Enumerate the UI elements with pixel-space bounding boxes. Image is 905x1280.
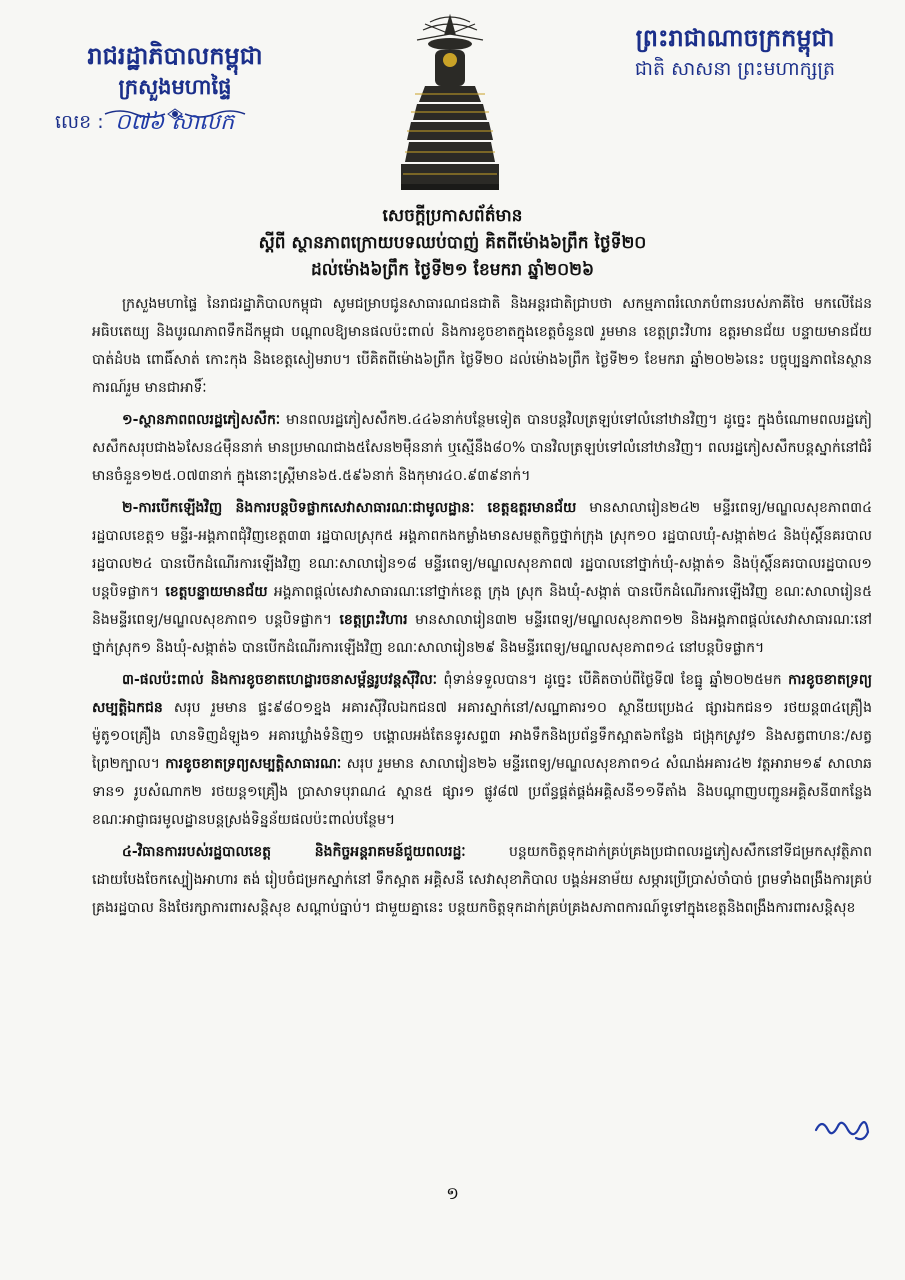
section-2-text-1: មានសាលារៀន២៤២ មន្ទីរពេទ្យ/មណ្ឌលសុខភាព៣៤ រដ្ឋបាលខេត្ត១ មន្ទីរ-អង្គភាពជុំវិញខេត្ត៣៣ រដ្ឋបាលស្រុក៥ អង្គភាពកងកម្លាំងមានសមត្ថកិច្ចថ្នាក់ក្រុង ស្រុក១០ រដ្ឋបាលឃុំ-សង្កាត់២៤ និងប៉ុស្តិ៍នគរបាលរដ្ឋបាល២៤ បានបើកដំណើរការឡើងវិញ ខណៈសាលារៀន១៨ មន្ទីរពេទ្យ/មណ្ឌលសុខភាព៧ រដ្ឋបាលនៅថ្នាក់ឃុំ-សង្កាត់១ និងប៉ុស្តិ៍នគរបាលរដ្ឋបាល១ បន្តបិទផ្លាក។ [92,500,872,600]
section-3-heading: ៣-ផលប៉ះពាល់ និងការខូចខាតហេដ្ឋារចនាសម្ព័ន្ធរូបវន្តស៊ីវិលៈ [122,672,438,688]
section-1-heading: ១-ស្ថានភាពពលរដ្ឋភៀសសឹកៈ [122,412,281,428]
section-3-private-heading: ការខូចខាតទ្រព្យសម្បត្តិឯកជន [92,672,872,716]
document-title [100,203,805,284]
title-line-1: សេចក្តីប្រកាសព័ត៌មាន [382,206,523,226]
section-2-heading: ២-ការបើកឡើងវិញ និងការបន្តបិទផ្លាកសេវាសាធារណៈជាមូលដ្ឋានៈ [122,500,475,516]
section-2-text-2: អង្គភាពផ្តល់សេវាសាធារណៈនៅថ្នាក់ខេត្ត ក្រុង ស្រុក និងឃុំ-សង្កាត់ បានបើកដំណើរការឡើងវិញ ខណៈសាលារៀន៥ និងមន្ទីរពេទ្យ/មណ្ឌលសុខភាព១ បន្តបិទផ្លាក។ [92,584,872,628]
intro-paragraph: ក្រសួងមហាផ្ទៃ នៃរាជរដ្ឋាភិបាលកម្ពុជា សូមជម្រាបជូនសាធារណជនជាតិ និងអន្តរជាតិជ្រាបថា សកម្មភាពរំលោភបំពានរបស់ភាគីថៃ មកលើដែនអធិបតេយ្យ និងបូរណភាពទឹកដីកម្ពុជា បណ្តាលឱ្យមានផលប៉ះពាល់ និងការខូចខាតក្នុងខេត្តចំនួន៧ រួមមាន ខេត្តព្រះវិហារ ឧត្តរមានជ័យ បន្ទាយមានជ័យ បាត់ដំបង ពោធិ៍សាត់ កោះកុង និងខេត្តសៀមរាប។ បើគិតពីម៉ោង៦ព្រឹក ថ្ងៃទី២០ ដល់ម៉ោង៦ព្រឹក ថ្ងៃទី២១ ខែមករា ឆ្នាំ២០២៦នេះ បច្ចុប្បន្នភាពនៃស្ថានការណ៍រួម មានជាអាទិ៍ៈ [92,296,872,396]
title-line-3: ដល់ម៉ោង៦ព្រឹក ថ្ងៃទី២១ ខែមករា ឆ្នាំ២០២៦ [310,260,595,280]
section-4-paragraph [92,838,872,922]
section-3-text-a: ពុំទាន់ទទួលបាន។ ដូច្នេះ បើគិតចាប់ពីថ្ងៃទី៧ ខែធ្នូ ឆ្នាំ២០២៥មក [437,672,789,688]
government-name: រាជរដ្ឋាភិបាលកម្ពុជា [87,42,263,70]
section-2-paragraph [92,494,872,662]
section-2-province-3: ខេត្តព្រះវិហារ [339,612,408,628]
title-line-2: ស្តីពី ស្ថានភាពក្រោយបទឈប់បាញ់ គិតពីម៉ោង៦ព្រឹក ថ្ងៃទី២០ [258,233,647,253]
royal-emblem-icon [395,12,505,192]
section-3-text-c: សរុប រួមមាន សាលារៀន២៦ មន្ទីរពេទ្យ/មណ្ឌលសុខភាព១៤ សំណង់អគារ៤២ វត្តអារាម១៩ សាលាឆទាន១ រូបសំណាក២ រថយន្ត១គ្រឿង ប្រាសាទបុរាណ៤ ស្ពាន៥ ផ្សារ១ ផ្លូវ៨៧ ប្រព័ន្ធផ្គត់ផ្គង់អគ្គិសនី១១ទីតាំង និងបណ្តាញបញ្ជូនអគ្គិសនី៣កន្លែង ខណៈអាជ្ញាធរមូលដ្ឋានបន្តស្រង់ទិន្នន័យផលប៉ះពាល់បន្ថែម។ [92,756,872,828]
section-4-heading: ៤-វិធានការរបស់រដ្ឋបាលខេត្ត និងកិច្ចអន្តរាគមន៍ជួយពលរដ្ឋៈ [122,844,466,860]
section-2-text-3: មានសាលារៀន៣២ មន្ទីរពេទ្យ/មណ្ឌលសុខភាព១២ និងអង្គភាពផ្តល់សេវាសាធារណៈនៅថ្នាក់ស្រុក១ និងឃុំ-សង្កាត់៦ បានបើកដំណើរការឡើងវិញ ខណៈសាលារៀន២៩ និងមន្ទីរពេទ្យ/មណ្ឌលសុខភាព១៤ នៅបន្តបិទផ្លាក។ [92,612,872,656]
section-4-text: បន្តយកចិត្តទុកដាក់គ្រប់គ្រងប្រជាពលរដ្ឋភៀសសឹកនៅទីជម្រកសុវត្ថិភាព ដោយបែងចែកស្បៀងអាហារ តង់ រៀបចំជម្រកស្នាក់នៅ ទឹកស្អាត អគ្គិសនី សេវាសុខាភិបាល បង្គន់អនាម័យ សម្ភារប្រើប្រាស់ចាំបាច់ ព្រមទាំងពង្រឹងការគ្រប់គ្រងរដ្ឋបាល និងថែរក្សាការពារសន្តិសុខ សណ្តាប់ធ្នាប់។ ជាមួយគ្នានេះ បន្តយកចិត្តទុកដាក់គ្រប់គ្រងសភាពការណ៍ទូទៅក្នុងខេត្តនិងពង្រឹងការពារសន្តិសុខ [92,844,872,916]
section-2-province-1: ខេត្តឧត្តរមានជ័យ [487,500,577,516]
handwritten-initials-icon [812,1108,872,1148]
reference-number: ០៧៦ សាលក [115,110,235,135]
reference-number-block [55,110,255,150]
section-2-province-2: ខេត្តបន្ទាយមានជ័យ [165,584,268,600]
right-header [600,22,870,84]
document-body [92,290,872,1170]
section-3-text-b: សរុប រួមមាន ផ្ទះ៩៨០១ខ្នង អគារស៊ីវិលឯកជន៧ អគារស្នាក់នៅ/សណ្ឋាគារ១០ ស្ថានីយប្រេង៤ ផ្សារឯកជន១ រថយន្ត៣៤គ្រឿង ម៉ូតូ១០គ្រឿង លានទិញដំឡូង១ អគារឃ្លាំងទំនិញ១ បង្គោលអង់តែនទូរសព្ទ៣ អាងទឹកនិងប្រព័ន្ធទឹកស្អាត៦កន្លែង ជង្រុកស្រូវ១ និងសត្វពាហនៈ/សត្វព្រៃ២ក្បាល។ [92,700,872,772]
page-number: ១ [446,1184,459,1204]
section-3-paragraph [92,666,872,834]
national-motto: ជាតិ សាសនា ព្រះមហាក្សត្រ [634,58,836,80]
section-1-paragraph [92,406,872,490]
reference-label: លេខ : [55,111,104,133]
section-3-public-heading: ការខូចខាតទ្រព្យសម្បត្តិសាធារណៈ [165,756,342,772]
ministry-name: ក្រសួងមហាផ្ទៃ [118,75,232,99]
section-1-text: មានពលរដ្ឋភៀសសឹក២.៤៤៦នាក់បន្ថែមទៀត បានបន្តវិលត្រឡប់ទៅលំនៅឋានវិញ។ ដូច្នេះ ក្នុងចំណោមពលរដ្ឋភៀសសឹកសរុបជាង៦សែន៤ម៉ឺននាក់ មានប្រមាណជាង៥សែន២ម៉ឺននាក់ ឬស្មើនឹង៨០% បានវិលត្រឡប់ទៅលំនៅឋានវិញ។ ពលរដ្ឋភៀសសឹកបន្តស្នាក់នៅជំរំមានចំនួន១២៥.០៧៣នាក់ ក្នុងនោះស្ត្រីមាន៦៥.៥៩៦នាក់ និងកុមារ៤០.៩៣៩នាក់។ [92,412,872,484]
kingdom-name: ព្រះរាជាណាចក្រកម្ពុជា [635,24,835,52]
